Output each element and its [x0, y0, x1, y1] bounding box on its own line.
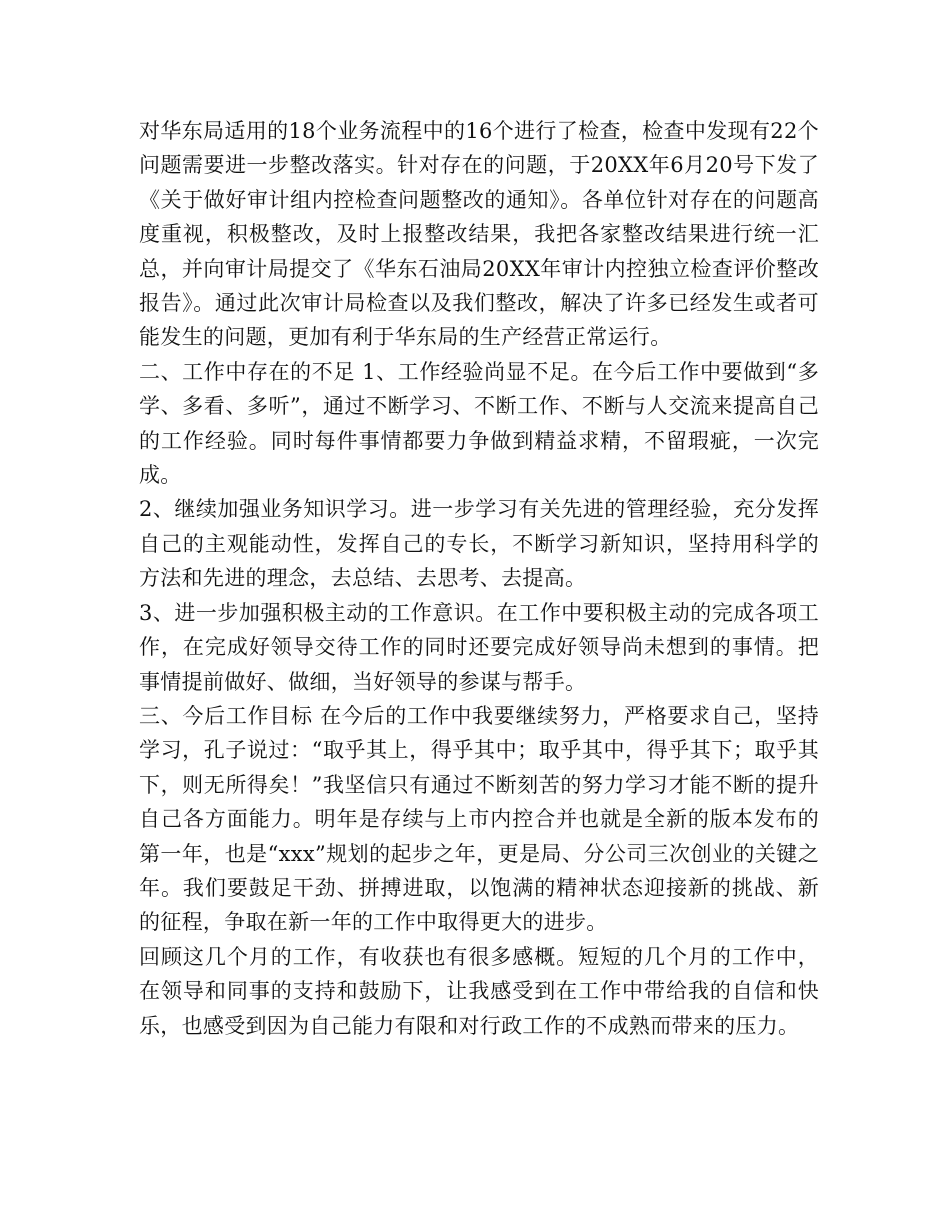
paragraph-work-initiative: 3、进一步加强积极主动的工作意识。在工作中要积极主动的完成各项工作，在完成好领导交待工作的同时还要完成好领导尚未想到的事情。把事情提前做好、做细，当好领导的参谋与帮手。: [139, 600, 819, 694]
paragraph-future-goals: 三、今后工作目标 在今后的工作中我要继续努力，严格要求自己，坚持学习，孔子说过：“取乎其上，得乎其中；取乎其中，得乎其下；取乎其下，则无所得矣！”我坚信只有通过不断刻苦的努力学习才能不断的提升自己各方面能力。明年是存续与上市内控合并也就是全新的版本发布的第一年，也是“xxx”规划的起步之年，更是局、分公司三次创业的关键之年。我们要鼓足干劲、拼搏进取，以饱满的精神状态迎接新的挑战、新的征程，争取在新一年的工作中取得更大的进步。: [139, 703, 819, 935]
document-body: [139, 114, 819, 1043]
paragraph-shortcomings: 二、工作中存在的不足 1、工作经验尚显不足。在今后工作中要做到“多学、多看、多听”，通过不断学习、不断工作、不断与人交流来提高自己的工作经验。同时每件事情都要力争做到精益求精，不留瑕疵，一次完成。: [139, 359, 819, 488]
paragraph-business-knowledge: 2、继续加强业务知识学习。进一步学习有关先进的管理经验，充分发挥自己的主观能动性，发挥自己的专长，不断学习新知识，坚持用科学的方法和先进的理念，去总结、去思考、去提高。: [139, 497, 819, 591]
paragraph-inspection-summary: 对华东局适用的18个业务流程中的16个进行了检查，检查中发现有22个问题需要进一步整改落实。针对存在的问题，于20XX年6月20号下发了《关于做好审计组内控检查问题整改的通知》。各单位针对存在的问题高度重视，积极整改，及时上报整改结果，我把各家整改结果进行统一汇总，并向审计局提交了《华东石油局20XX年审计内控独立检查评价整改报告》。通过此次审计局检查以及我们整改，解决了许多已经发生或者可能发生的问题，更加有利于华东局的生产经营正常运行。: [139, 119, 819, 350]
paragraph-review: 回顾这几个月的工作，有收获也有很多感概。短短的几个月的工作中，在领导和同事的支持和鼓励下，让我感受到在工作中带给我的自信和快乐，也感受到因为自己能力有限和对行政工作的不成熟而带来的压力。: [139, 944, 819, 1038]
